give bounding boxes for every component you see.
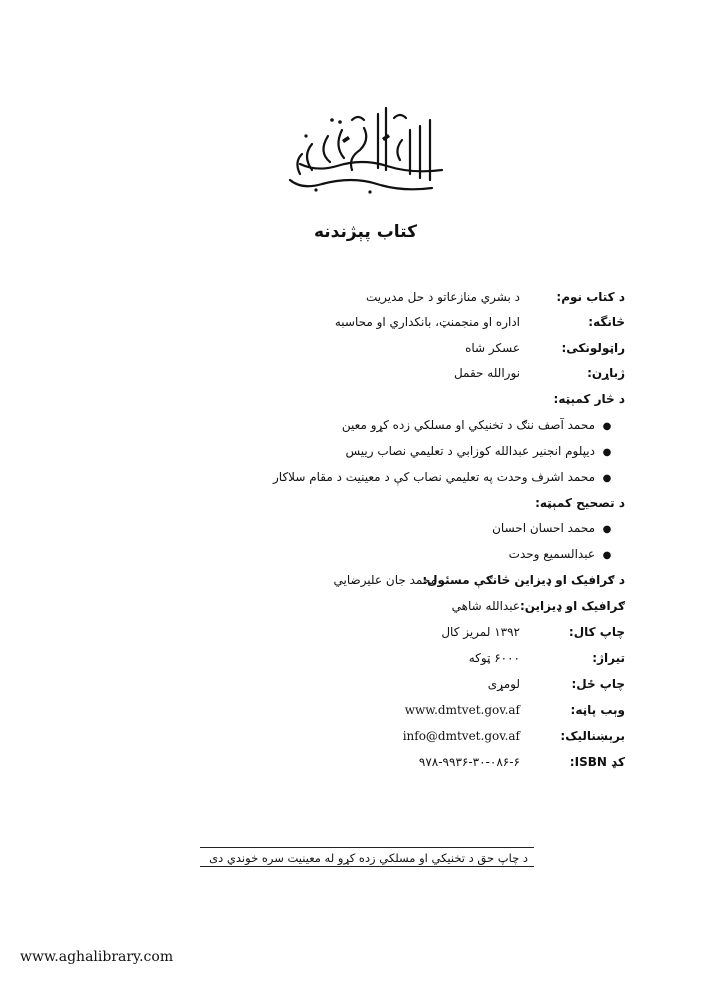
graphics-responsible-label: د ګرافیک او ډیزاین څانګې مسئول: [422,573,625,587]
compiler-value: عسکر شاه [465,341,520,355]
print-edition-row [488,673,625,695]
branch-label: څانگه: [588,315,625,329]
print-year-row [441,621,625,643]
compiler-row [465,337,625,359]
correction-member [509,543,619,565]
compiler-label: راټولونکی: [561,341,625,355]
print-edition-value: لومړی [487,677,520,691]
email-row [403,725,625,747]
website-label: وېب پاڼه: [570,703,625,717]
book-name-label: د کتاب نوم: [556,290,625,304]
circulation-label: تیراژ: [592,651,625,665]
graphics-responsible-value: محمد جان علیرضایي [333,573,437,587]
member-text: محمد اشرف وحدت په تعلیمي نصاب کې د معینیت د مقام سلاکار [273,470,595,484]
correction-committee-title: د تصحیح کمېټه: [535,496,625,510]
email-label: برېښنالیک: [560,729,625,743]
graphics-design-label: ګرافیک او ډیزاین: [519,599,625,613]
circulation-value: ۶۰۰۰ ټوکه [468,651,520,665]
branch-row [335,311,625,333]
branch-value: اداره او منجمنټ، بانکداري او محاسبه [334,315,520,329]
website-link[interactable]: www.dmtvet.gov.af [404,703,520,717]
member-text: دیپلوم انجنیر عبدالله کوزابي د تعلیمي نصاب رییس [345,444,595,458]
bullet-icon: ● [602,550,612,561]
isbn-label: کډ ISBN: [569,755,625,769]
graphics-design-value: عبدالله شاهي [451,599,520,613]
isbn-value: ۹۷۸-۹۹۳۶-۳۰-۰۸۶-۶ [418,755,520,769]
bullet-icon: ● [602,447,612,458]
print-edition-label: چاپ ځل: [571,677,625,691]
correction-member [492,517,619,539]
bullet-icon: ● [602,524,612,535]
graphics-design-row [452,595,625,617]
book-name-value: د بشري منازعاتو د حل مدیریت [366,290,520,304]
website-row [405,699,625,721]
bullet-icon: ● [602,473,612,484]
isbn-row [419,751,625,773]
bullet-icon: ● [602,421,612,432]
translator-row [454,362,625,384]
circulation-row [469,647,625,669]
supervision-member [273,466,619,488]
supervision-member [342,414,619,436]
supervision-committee-title: د څار کمېټه: [553,392,625,406]
member-text: عبدالسمیع وحدت [508,547,595,561]
translator-label: ژباړن: [587,366,625,380]
print-year-value: ۱۳۹۲ لمریز کال [441,625,520,639]
book-name-row [366,286,625,308]
book-title: کتاب پېژندنه [313,222,417,242]
graphics-responsible-row [334,569,626,591]
copyright-note: د چاپ حق د تخنیکي او مسلکي زده کړو له معینیت سره خوندي دی [200,847,534,867]
email-link[interactable]: info@dmtvet.gov.af [402,729,520,743]
supervision-member [345,440,619,462]
footer-url-link[interactable]: www.aghalibrary.com [20,949,174,965]
translator-value: نورالله حقمل [453,366,520,380]
member-text: محمد احسان احسان [492,521,595,535]
print-year-label: چاپ کال: [568,625,625,639]
member-text: محمد آصف ننګ د تخنیکي او مسلکي زده کړو معین [341,418,595,432]
